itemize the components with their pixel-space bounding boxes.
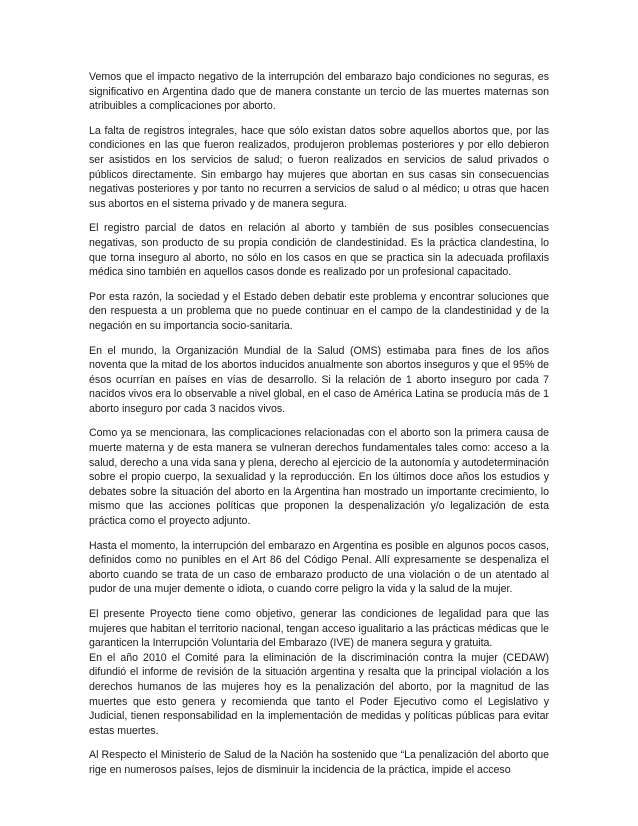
paragraph-5: En el mundo, la Organización Mundial de la Salud (OMS) estimaba para fines de los años noventa que la mitad de los abortos inducidos anualmente son abortos inseguros y que el 95% de ésos ocurrían en países en vías de desarrollo. Si la relación de 1 aborto inseguro por cada 7 nacidos vivos era lo observable a nivel global, en el caso de América Latina se producía más de 1 aborto inseguro por cada 3 nacidos vivos. — [89, 344, 549, 415]
paragraph-9: En el año 2010 el Comité para la eliminación de la discriminación contra la mujer (CEDAW) difundió el informe de revisión de la situación argentina y resalta que la principal violación a los derechos humanos de las mujeres hoy es la penalización del aborto, por la magnitud de las muertes que esto genera y recomienda que tanto el Poder Ejecutivo como el Legislativo y Judicial, tienen responsabilidad en la implementación de medidas y políticas públicas para evitar estas muertes. — [89, 651, 549, 737]
paragraph-4: Por esta razón, la sociedad y el Estado deben debatir este problema y encontrar soluciones que den respuesta a un problema que no puede continuar en el campo de la clandestinidad y de la negación en su importancia socio-sanitaria. — [89, 290, 549, 332]
paragraph-8: El presente Proyecto tiene como objetivo, generar las condiciones de legalidad para que las mujeres que habitan el territorio nacional, tengan acceso igualitario a las prácticas médicas que le garanticen la Interrupción Voluntaria del Embarazo (IVE) de manera segura y gratuita. — [89, 608, 549, 650]
paragraph-7: Hasta el momento, la interrupción del embarazo en Argentina es posible en algunos pocos casos, definidos como no punibles en el Art 86 del Código Penal. Allí expresamente se despenaliza el aborto cuando se trata de un caso de embarazo producto de una violación o de un atentado al pudor de una mujer demente o idiota, o cuando corre peligro la vida y la salud de la mujer. — [89, 539, 549, 596]
paragraph-3: El registro parcial de datos en relación al aborto y también de sus posibles consecuencias negativas, son producto de su propia condición de clandestinidad. Es la práctica clandestina, lo que torna inseguro al aborto, no sólo en los casos en que se practica sin la adecuada profilaxis médica sino también en aquellos casos donde es realizado por un profesional capacitado. — [89, 222, 549, 279]
document-body — [89, 70, 549, 788]
paragraph-1: Vemos que el impacto negativo de la interrupción del embarazo bajo condiciones no seguras, es significativo en Argentina dado que de manera constante un tercio de las muertes maternas son atribuibles a complicaciones por aborto. — [89, 71, 549, 113]
paragraph-10: Al Respecto el Ministerio de Salud de la Nación ha sostenido que “La penalización del aborto que rige en numerosos países, lejos de disminuir la incidencia de la práctica, impide el acceso — [89, 749, 549, 776]
paragraph-2: La falta de registros integrales, hace que sólo existan datos sobre aquellos abortos que, por las condiciones en las que fueron realizados, produjeron problemas posteriores y por ello debieron ser asistidos en los servicios de salud; o fueron realizados en servicios de salud privados o públicos directamente. Sin embargo hay mujeres que abortan en sus casas sin consecuencias negativas posteriores y por tanto no recurren a servicios de salud o al médico; u otras que hacen sus abortos en el sistema privado y de manera segura. — [89, 124, 549, 210]
paragraph-6: Como ya se mencionara, las complicaciones relacionadas con el aborto son la primera causa de muerte materna y de esta manera se vulneran derechos fundamentales tales como: acceso a la salud, derecho a una vida sana y plena, derecho al ejercicio de la autonomía y autodeterminación sobre el propio cuerpo, la sexualidad y la reproducción. En los últimos doce años los estudios y debates sobre la situación del aborto en la Argentina han mostrado un importante crecimiento, lo mismo que las acciones políticas que proponen la despenalización y/o legalización de esta práctica como el proyecto adjunto. — [89, 427, 549, 528]
